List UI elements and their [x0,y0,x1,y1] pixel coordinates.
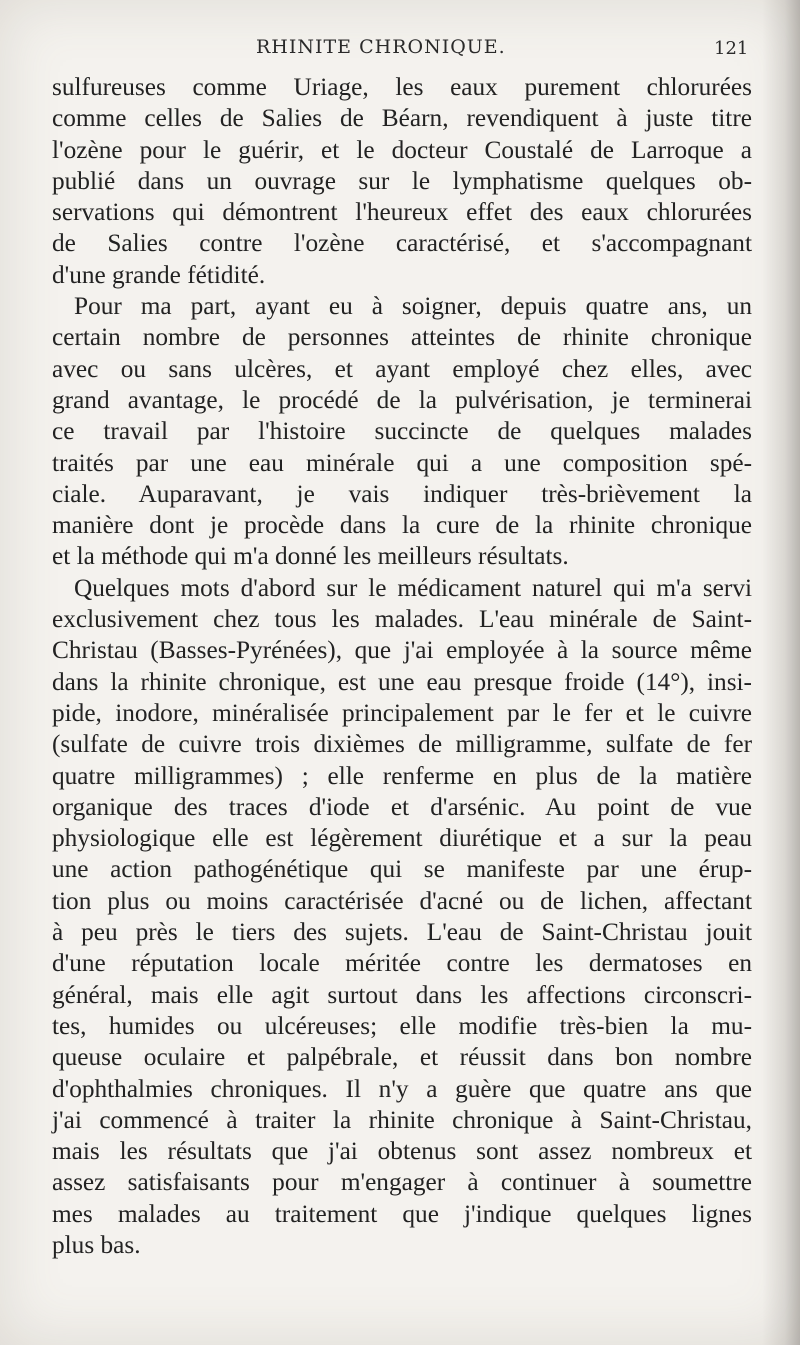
text-line: comme celles de Salies de Béarn, revendiquent à juste titre [52,104,752,133]
page-header [0,36,800,64]
text-line: sulfureuses comme Uriage, les eaux purement chlorurées [52,73,752,101]
text-line: Quelques mots d'abord sur le médicament naturel qui m'a servi [74,573,752,602]
text-line: à peu près le tiers des sujets. L'eau de Saint-Christau jouit [52,918,752,947]
text-line: d'une réputation locale méritée contre les dermatoses en [52,949,752,978]
text-line: physiologique elle est légèrement diurétique et a sur la peau [52,824,752,853]
text-line: assez satisfaisants pour m'engager à continuer à soumettre [52,1168,752,1197]
text-line: tes, humides ou ulcéreuses; elle modifie très-bien la mu- [52,1011,752,1040]
paragraph-2 [52,291,752,573]
text-line: général, mais elle agit surtout dans les affections circonscri- [52,980,752,1009]
text-line: une action pathogénétique qui se manifeste par une érup- [52,855,752,884]
text-line: plus bas. [52,1230,141,1259]
body-text [52,72,752,1261]
text-line: mes malades au traitement que j'indique quelques lignes [52,1199,752,1228]
text-line: pide, inodore, minéralisée principalement par le fer et le cuivre [52,698,752,727]
text-line: d'une grande fétidité. [52,260,266,289]
text-line: de Salies contre l'ozène caractérisé, et s'accompagnant [52,229,752,258]
text-line: d'ophthalmies chroniques. Il n'y a guère que quatre ans que [52,1074,752,1103]
text-line: certain nombre de personnes atteintes de rhinite chronique [52,323,752,352]
text-line: j'ai commencé à traiter la rhinite chronique à Saint-Christau, [52,1105,752,1134]
text-line: queuse oculaire et palpébrale, et réussit dans bon nombre [52,1043,752,1072]
text-line: mais les résultats que j'ai obtenus sont assez nombreux et [52,1137,752,1166]
text-line: manière dont je procède dans la cure de la rhinite chronique [52,511,752,540]
paragraph-1 [52,72,752,291]
text-line: ce travail par l'histoire succincte de quelques malades [52,417,752,446]
text-line: l'ozène pour le guérir, et le docteur Coustalé de Larroque a [52,135,752,164]
text-line: exclusivement chez tous les malades. L'eau minérale de Saint- [52,605,752,634]
text-line: publié dans un ouvrage sur le lymphatisme quelques ob- [52,166,752,195]
text-line: quatre milligrammes) ; elle renferme en plus de la matière [52,761,752,790]
paragraph-3 [52,573,752,1262]
text-line: Christau (Basses-Pyrénées), que j'ai employée à la source même [52,636,752,665]
text-line: avec ou sans ulcères, et ayant employé chez elles, avec [52,354,752,383]
page-number: 121 [714,38,749,59]
text-line: grand avantage, le procédé de la pulvérisation, je terminerai [52,385,752,414]
text-line: traités par une eau minérale qui a une composition spé- [52,448,752,477]
text-line: Pour ma part, ayant eu à soigner, depuis quatre ans, un [74,292,752,321]
text-line: ciale. Auparavant, je vais indiquer très-brièvement la [52,479,752,508]
text-line: organique des traces d'iode et d'arsénic. Au point de vue [52,792,752,821]
page-edge-shadow [762,0,800,1345]
text-line: (sulfate de cuivre trois dixièmes de milligramme, sulfate de fer [52,730,752,759]
text-line: dans la rhinite chronique, est une eau presque froide (14°), insi- [52,667,752,696]
text-line: servations qui démontrent l'heureux effet des eaux chlorurées [52,198,752,227]
running-title: RHINITE CHRONIQUE. [256,36,506,58]
text-line: tion plus ou moins caractérisée d'acné ou de lichen, affectant [52,886,752,915]
text-line: et la méthode qui m'a donné les meilleurs résultats. [52,542,569,571]
